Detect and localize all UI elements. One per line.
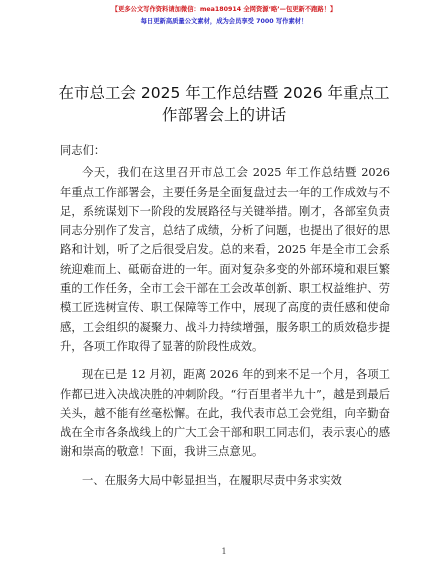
promo-banner-line-1: 【更多公文写作资料请加微信：mea180914 全网资源‘略’—包更新不跑路！】 <box>111 6 337 13</box>
document-title: 在市总工会 2025 年工作总结暨 2026 年重点工作部署会上的讲话 <box>58 84 390 124</box>
greeting: 同志们： <box>60 144 106 157</box>
paragraph-intro: 今天，我们在这里召开市总工会 2025 年工作总结暨 2026 年重点工作部署会，主要任务是全面复盘过去一年的工作成效与不足，系统谋划下一阶段的发展路径与关键举措。刚才，各部室负责同志分别作了发言，总结了成绩，分析了问题，也提出了很好的思路和计划，听了之后很受启发。总的来看，2025 年是全市工会系统迎难而上、砥砺奋进的一年。面对复杂多变的外部环境和艰巨繁重的工作任务，全市工会干部在工会改革创新、职工权益维护、劳模工匠选树宣传、职工保障等工作中，展现了高度的责任感和使命感，工会组织的凝聚力、战斗力持续增强，服务职工的质效稳步提升，各项工作取得了显著的阶段性成效。 <box>60 166 390 353</box>
paragraph-current-status: 现在已是 12 月初，距离 2026 年的到来不足一个月，各项工作都已进入决战决胜的冲刺阶段。“行百里者半九十”，越是到最后关头，越不能有丝毫松懈。在此，我代表市总工会党组，向辛勤奋战在全市各条战线上的广大工会干部和职工同志们，表示衷心的感谢和崇高的敬意！下面，我讲三点意见。 <box>60 368 390 459</box>
page-number: 1 <box>221 547 227 556</box>
section-heading-1: 一、在服务大局中彰显担当，在履职尽责中务求实效 <box>82 473 342 487</box>
document-body <box>60 141 390 490</box>
promo-banner-line-2: 每日更新高质量公文素材，成为会员享受 7000 写作素材！ <box>140 18 308 25</box>
